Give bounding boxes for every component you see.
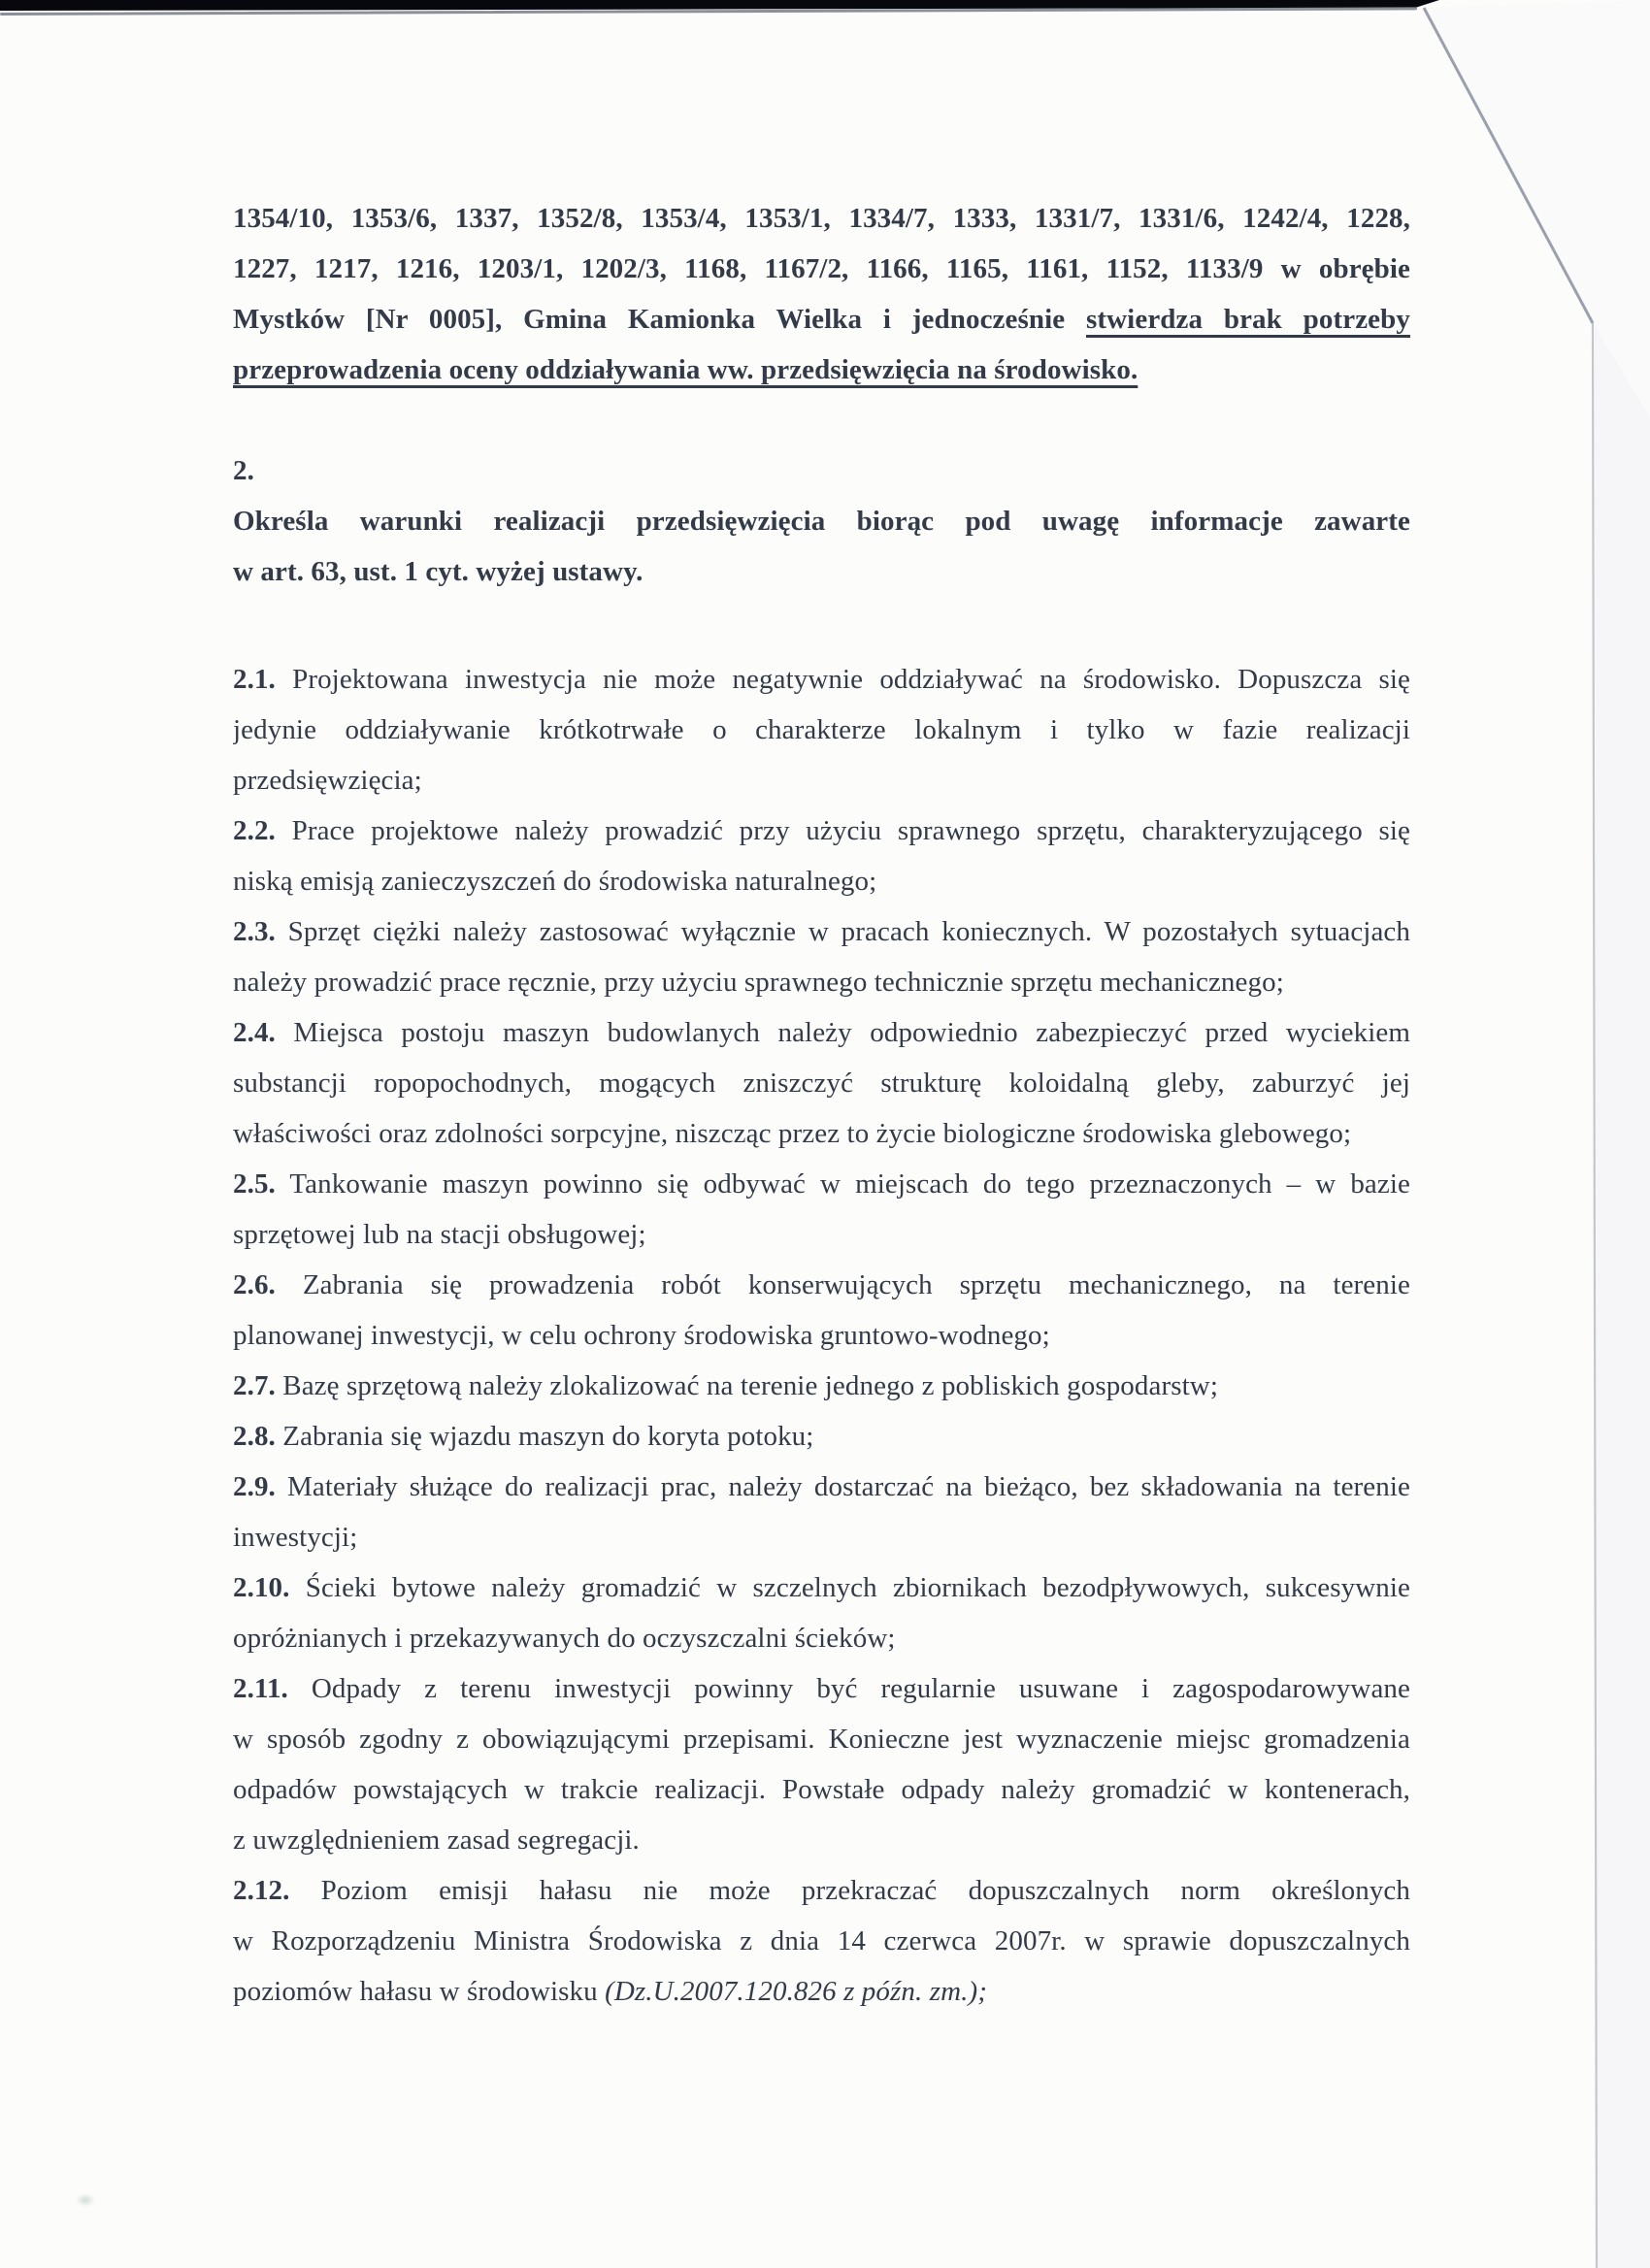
text-line bbox=[233, 654, 1410, 705]
text-segment: 2.4. bbox=[233, 1017, 276, 1048]
text-segment: Poziom emisji hałasu nie może przekraczać dopuszczalnych norm określonych bbox=[289, 1875, 1410, 1906]
text-line bbox=[233, 1108, 1410, 1159]
text-line bbox=[233, 1361, 1410, 1411]
text-segment: Tankowanie maszyn powinno się odbywać w miejscach do tego przeznaczonych – w bazie bbox=[275, 1168, 1410, 1200]
text-line bbox=[233, 1865, 1410, 1916]
text-segment: przedsięwzięcia; bbox=[233, 765, 422, 796]
text-segment: 2.11. bbox=[233, 1673, 288, 1704]
text-segment: 2.8. bbox=[233, 1421, 276, 1452]
text-line bbox=[233, 294, 1410, 345]
text-segment: jedynie oddziaływanie krótkotrwałe o charakterze lokalnym i tylko w fazie realizacji bbox=[233, 714, 1410, 745]
text-segment: substancji ropopochodnych, mogących zniszczyć strukturę koloidalną gleby, zaburzyć jej bbox=[233, 1068, 1410, 1099]
text-line bbox=[233, 1916, 1410, 1966]
text-line bbox=[233, 1815, 1410, 1865]
text-segment: niską emisją zanieczyszczeń do środowiska naturalnego; bbox=[233, 866, 877, 897]
paragraph-conditions bbox=[233, 654, 1410, 2017]
text-segment: w art. 63, ust. 1 cyt. wyżej ustawy. bbox=[233, 556, 644, 587]
text-line bbox=[233, 244, 1410, 294]
text-line bbox=[233, 1462, 1410, 1512]
text-segment: planowanej inwestycji, w celu ochrony środowiska gruntowo-wodnego; bbox=[233, 1320, 1050, 1351]
text-segment: opróżnianych i przekazywanych do oczyszczalni ścieków; bbox=[233, 1623, 896, 1654]
text-segment: Miejsca postoju maszyn budowlanych należy odpowiednio zabezpieczyć przed wyciekiem bbox=[275, 1017, 1410, 1048]
text-line bbox=[233, 496, 1410, 546]
paragraph-section-2-heading bbox=[233, 445, 1410, 597]
text-segment: Projektowana inwestycja nie może negatywnie oddziaływać na środowisko. Dopuszcza się bbox=[275, 664, 1410, 695]
text-segment: Bazę sprzętową należy zlokalizować na terenie jednego z pobliskich gospodarstw; bbox=[275, 1370, 1218, 1401]
text-line bbox=[233, 1613, 1410, 1663]
text-segment: inwestycji; bbox=[233, 1522, 358, 1553]
text-segment: Określa warunki realizacji przedsięwzięcia biorąc pod uwagę informacje zawarte bbox=[233, 506, 1410, 537]
text-line bbox=[233, 1411, 1410, 1462]
text-segment: Prace projektowe należy prowadzić przy użyciu sprawnego sprzętu, charakteryzującego się bbox=[275, 815, 1410, 846]
text-line bbox=[233, 193, 1410, 244]
text-segment: 2.3. bbox=[233, 916, 276, 947]
text-line bbox=[233, 1058, 1410, 1108]
text-segment: (Dz.U.2007.120.826 z późn. zm.); bbox=[605, 1976, 987, 2007]
text-segment: z uwzględnieniem zasad segregacji. bbox=[233, 1824, 640, 1856]
text-line bbox=[233, 1764, 1410, 1815]
text-line bbox=[233, 1663, 1410, 1714]
text-line bbox=[233, 957, 1410, 1007]
text-segment: sprzętowej lub na stacji obsługowej; bbox=[233, 1219, 646, 1250]
text-segment: w sposób zgodny z obowiązującymi przepisami. Konieczne jest wyznaczenie miejsc gromadzenia bbox=[233, 1724, 1410, 1755]
text-line bbox=[233, 345, 1410, 395]
text-segment: 2.9. bbox=[233, 1471, 276, 1502]
text-line bbox=[233, 856, 1410, 906]
text-line bbox=[233, 1007, 1410, 1058]
text-segment: 2.10. bbox=[233, 1572, 290, 1603]
text-segment: w Rozporządzeniu Ministra Środowiska z dnia 14 czerwca 2007r. w sprawie dopuszczalnych bbox=[233, 1925, 1410, 1956]
text-line bbox=[233, 705, 1410, 755]
text-segment: Sprzęt ciężki należy zastosować wyłącznie w pracach koniecznych. W pozostałych sytuacjach bbox=[275, 916, 1410, 947]
text-segment: Zabrania się prowadzenia robót konserwujących sprzętu mechanicznego, na terenie bbox=[275, 1269, 1410, 1300]
text-segment: Zabrania się wjazdu maszyn do koryta potoku; bbox=[275, 1421, 814, 1452]
text-segment: 2.6. bbox=[233, 1269, 276, 1300]
text-segment: stwierdza brak potrzeby bbox=[1086, 304, 1410, 335]
text-line bbox=[233, 1714, 1410, 1764]
text-segment: poziomów hałasu w środowisku bbox=[233, 1976, 606, 2007]
text-segment: odpadów powstających w trakcie realizacji. Powstałe odpady należy gromadzić w kontenerach, bbox=[233, 1774, 1410, 1805]
text-line bbox=[233, 546, 1410, 597]
text-segment: 2.7. bbox=[233, 1370, 276, 1401]
text-line bbox=[233, 445, 1410, 496]
text-segment: Mystków [Nr 0005], Gmina Kamionka Wielka i jednocześnie bbox=[233, 304, 1086, 335]
text-line bbox=[233, 1260, 1410, 1310]
text-line bbox=[233, 805, 1410, 856]
text-line bbox=[233, 1562, 1410, 1613]
paragraph-intro bbox=[233, 193, 1410, 395]
text-segment: należy prowadzić prace ręcznie, przy użyciu sprawnego technicznie sprzętu mechanicznego; bbox=[233, 967, 1284, 998]
text-segment: 2.12. bbox=[233, 1875, 290, 1906]
text-segment: 1354/10, 1353/6, 1337, 1352/8, 1353/4, 1353/1, 1334/7, 1333, 1331/7, 1331/6, 1242/4, 1228, bbox=[233, 203, 1410, 234]
text-segment: 2.2. bbox=[233, 815, 276, 846]
text-line bbox=[233, 1159, 1410, 1209]
text-segment: Materiały służące do realizacji prac, należy dostarczać na bieżąco, bez składowania na terenie bbox=[275, 1471, 1410, 1502]
text-segment: Ścieki bytowe należy gromadzić w szczelnych zbiornikach bezodpływowych, sukcesywnie bbox=[289, 1572, 1410, 1603]
text-line bbox=[233, 906, 1410, 957]
text-segment: 2.5. bbox=[233, 1168, 276, 1200]
text-line bbox=[233, 755, 1410, 805]
text-segment: 2.1. bbox=[233, 664, 276, 695]
text-segment: Odpady z terenu inwestycji powinny być regularnie usuwane i zagospodarowywane bbox=[287, 1673, 1410, 1704]
text-segment: 2. bbox=[233, 455, 254, 486]
text-line bbox=[233, 1209, 1410, 1260]
text-line bbox=[233, 1512, 1410, 1562]
text-segment: właściwości oraz zdolności sorpcyjne, niszcząc przez to życie biologiczne środowiska glebowego; bbox=[233, 1118, 1352, 1149]
text-segment: przeprowadzenia oceny oddziaływania ww. przedsięwzięcia na środowisko. bbox=[233, 354, 1138, 385]
text-line bbox=[233, 1966, 1410, 2017]
text-line bbox=[233, 1310, 1410, 1361]
text-segment: 1227, 1217, 1216, 1203/1, 1202/3, 1168, 1167/2, 1166, 1165, 1161, 1152, 1133/9 w obrębie bbox=[233, 253, 1410, 284]
